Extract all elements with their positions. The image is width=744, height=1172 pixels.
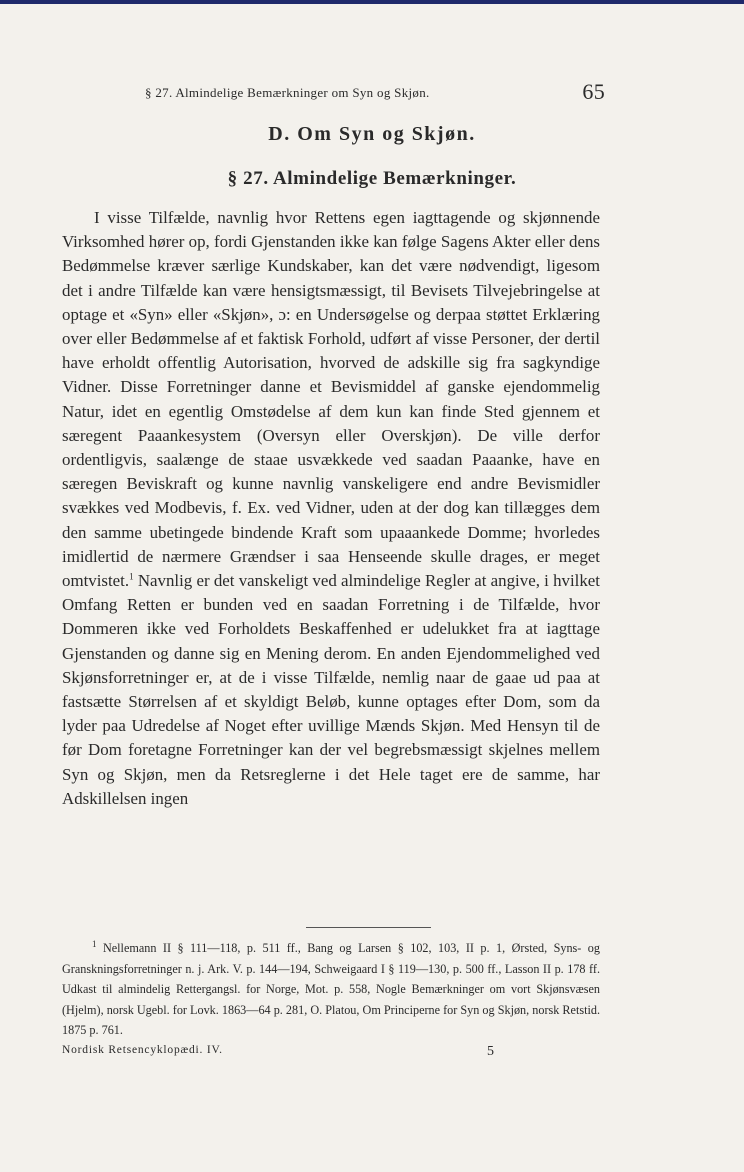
body-text-part-1: I visse Tilfælde, navnlig hvor Rettens egen iagttagende og skjønnende Virksomhed hører op, fordi Gjenstanden ikke kan følge Sagens Akter eller dens Bedømmelse kræver særlige Kundskaber, kan det være nødvendigt, ligesom det i andre Tilfælde kan være hensigtsmæssigt, til Bevisets Tilvejebringelse at optage et «Syn» eller «Skjøn», ɔ: en Undersøgelse og derpaa støttet Erklæring over eller Bedømmelse af et faktisk Forhold, udført af visse Personer, der dertil have erholdt offentlig Autorisation, hvorved de adskille sig fra sagkyndige Vidner. Disse Forretninger danne et Bevismiddel af ganske ejendommelig Natur, idet en egentlig Omstødelse af dem kun kan finde Sted gjennem et særegent Paaankesystem (Oversyn eller Overskjøn). De ville derfor ordentligvis, saalænge de staae usvækkede ved saadan Paaanke, have en særegen Beviskraft og kunne navnlig vanskeligere end andre Bevismidler svækkes ved Modbevis, f. Ex. ved Vidner, uden at der dog kan tillægges dem den samme ubetingede bindende Kraft som upaaankede Domme; hvorledes imidlertid de nærmere Grændser i saa Henseende skulle drages, er meget omtvistet. xyxy=(62,208,600,591)
footnote xyxy=(62,938,600,1041)
section-heading: D. Om Syn og Skjøn. xyxy=(268,123,476,145)
body-paragraph xyxy=(62,206,600,811)
footnote-divider xyxy=(306,927,431,928)
body-text-part-2: Navnlig er det vanskeligt ved almindelige Regler at angive, i hvilket Omfang Retten er bunden ved en saadan Forretning i de Tilfælde, hvor Dommeren ikke ved Forholdets Beskaffenhed er udelukket fra at iagttage Gjenstanden og danne sig en Mening derom. En anden Ejendommelighed ved Skjønsforretninger er, at de i visse Tilfælde, nemlig naar de gaae ud paa at fastsætte Størrelsen af et skyldigt Beløb, kunne optages efter Dom, som da lyder paa Udredelse af Noget efter uvillige Mænds Skjøn. Med Hensyn til de før Dom foretagne Forretninger kan der vel begrebsmæssigt skjelnes mellem Syn og Skjøn, men da Retsreglerne i det Hele taget ere de samme, har Adskillelsen ingen xyxy=(62,571,600,808)
footnote-reference: 1 xyxy=(129,571,134,582)
page-number: 65 xyxy=(582,79,605,104)
running-title: § 27. Almindelige Bemærkninger om Syn og Skjøn. xyxy=(145,85,430,100)
publication-signature: Nordisk Retsencyklopædi. IV. xyxy=(62,1044,223,1056)
footnote-text: Nellemann II § 111—118, p. 511 ff., Bang og Larsen § 102, 103, II p. 1, Ørsted, Syns- og Granskningsforretninger n. j. Ark. V. p. 144—194, Schweigaard I § 119—130, p. 500 ff., Lasson II p. 178 ff. Udkast til almindelig Rettergangsl. for Norge, Mot. p. 558, Nogle Bemærkninger om vort Skjønsvæsen (Hjelm), norsk Ugebl. for Lovk. 1863—64 p. 281, O. Platou, Om Principerne for Syn og Skjøn, norsk Retstid. 1875 p. 761. xyxy=(62,941,600,1037)
section-subheading: § 27. Almindelige Bemærkninger. xyxy=(227,168,517,189)
sheet-signature: 5 xyxy=(487,1044,494,1059)
running-header xyxy=(145,79,605,106)
footnote-marker: 1 xyxy=(92,938,97,949)
top-edge-rule xyxy=(0,0,744,4)
